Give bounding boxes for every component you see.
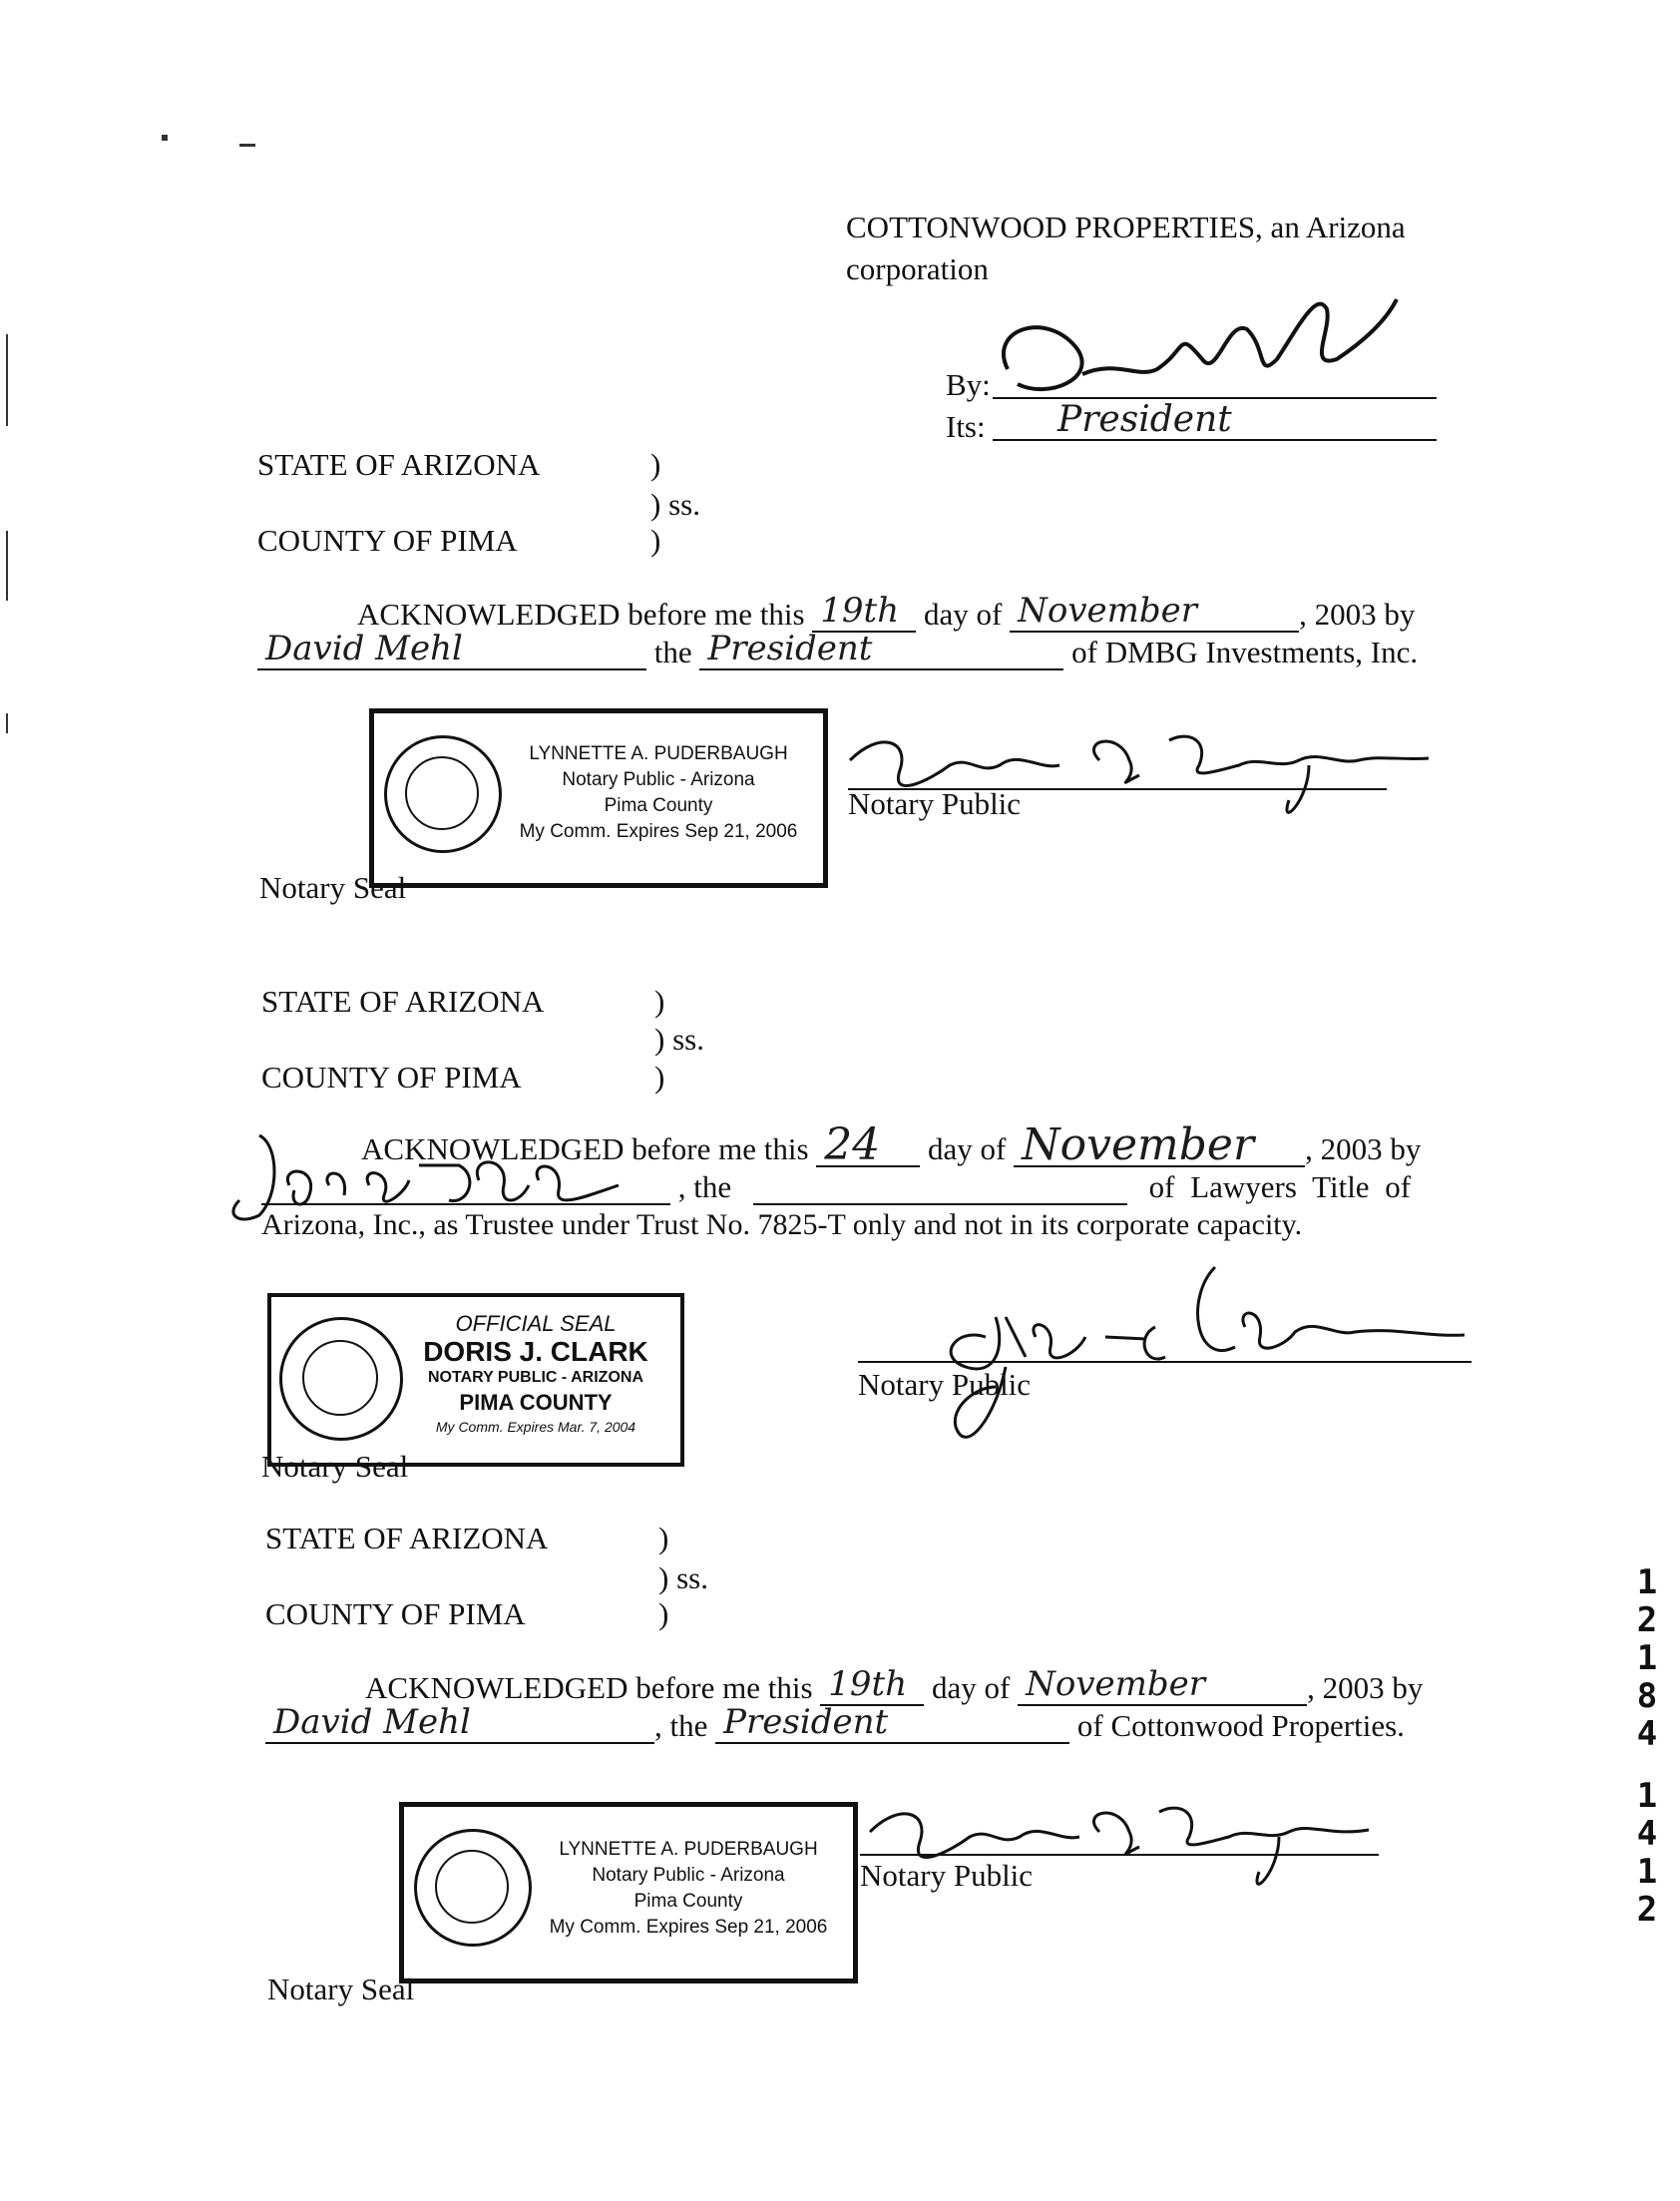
its-label: Its: [946, 409, 986, 444]
notary-signature-line [858, 1361, 1471, 1363]
stamp-line5: My Comm. Expires Mar. 7, 2004 [435, 1419, 636, 1435]
paren: ) [650, 447, 661, 482]
stamp-line2: Notary Public - Arizona [592, 1865, 785, 1886]
name-field [261, 1169, 670, 1205]
name-field [257, 629, 646, 670]
ack-line-2 [257, 629, 1419, 670]
county-label: COUNTY OF PIMA [261, 1060, 522, 1095]
notary-public-label: Notary Public [848, 786, 1022, 821]
state-seal-icon [414, 1829, 532, 1947]
stamp-line2: DORIS J. CLARK [423, 1336, 648, 1367]
notary-stamp [369, 708, 828, 888]
ss-label: ) ss. [658, 1560, 708, 1595]
day-field [820, 1664, 924, 1706]
recording-digit: 4 [1636, 1814, 1658, 1854]
by-label: By: [946, 367, 991, 402]
ss-label: ) ss. [654, 1022, 704, 1057]
paren: ) [654, 984, 665, 1019]
scan-mark [162, 135, 168, 141]
recording-digit: 8 [1636, 1676, 1658, 1716]
ack-line-2 [261, 1169, 1411, 1205]
title-field [699, 629, 1063, 670]
title-field [753, 1169, 1127, 1205]
stamp-line2: Notary Public - Arizona [562, 769, 755, 790]
ack-line-2 [265, 1702, 1405, 1744]
paren: ) [658, 1596, 669, 1631]
county-label: COUNTY OF PIMA [265, 1596, 526, 1631]
month-value: November [1022, 1119, 1254, 1170]
day-field [812, 591, 916, 633]
stamp-name: LYNNETTE A. PUDERBAUGH [529, 743, 788, 764]
state-label: STATE OF ARIZONA [265, 1521, 549, 1555]
day-value: 19th [828, 1664, 908, 1704]
ss-label: ) ss. [650, 487, 700, 522]
scan-mark [6, 713, 8, 733]
day-of-text: day of [932, 1670, 1011, 1705]
the-text: the [653, 635, 692, 669]
day-of-text: day of [928, 1131, 1007, 1166]
notary-seal-label: Notary Seal [261, 1449, 409, 1484]
month-value: November [1026, 1664, 1206, 1704]
the-text: , the [677, 1169, 732, 1204]
recording-digit: 1 [1636, 1852, 1658, 1892]
state-seal-icon [384, 735, 502, 853]
day-value: 19th [820, 591, 900, 631]
year-text: , 2003 by [1299, 597, 1416, 632]
notary-signature [856, 1257, 1474, 1457]
scan-mark [6, 334, 8, 426]
paren: ) [658, 1521, 669, 1555]
stamp-name: LYNNETTE A. PUDERBAUGH [559, 1839, 818, 1860]
ack-line-1 [365, 1664, 1424, 1706]
stamp-line3: Pima County [604, 795, 713, 816]
name-value: David Mehl [265, 629, 463, 668]
title-value: President [723, 1702, 889, 1742]
entity-text: of Cottonwood Properties. [1076, 1708, 1405, 1743]
scan-mark [239, 144, 255, 147]
recording-digit: 2 [1636, 1600, 1658, 1640]
title-field [715, 1702, 1069, 1744]
stamp-line3: Pima County [633, 1891, 743, 1912]
notary-seal-label: Notary Seal [267, 1972, 415, 2006]
state-label: STATE OF ARIZONA [261, 984, 545, 1019]
corp-name-line1: COTTONWOOD PROPERTIES, an Arizona [846, 210, 1406, 244]
ack-line-3: Arizona, Inc., as Trustee under Trust No. 7825-T only and not in its corporate capacity. [261, 1208, 1303, 1241]
stamp-line4: My Comm. Expires Sep 21, 2006 [549, 1917, 828, 1938]
title-value: President [707, 629, 873, 668]
recording-digit: 1 [1636, 1638, 1658, 1678]
notary-stamp [399, 1802, 858, 1983]
stamp-line3: NOTARY PUBLIC - ARIZONA [428, 1369, 643, 1386]
recording-digit: 2 [1636, 1890, 1658, 1930]
the-text: , the [654, 1708, 708, 1743]
ack-text: ACKNOWLEDGED before me this [361, 1131, 809, 1166]
recording-digit: 1 [1636, 1562, 1658, 1602]
day-value: 24 [824, 1119, 881, 1170]
recording-digit: 1 [1636, 1776, 1658, 1816]
corp-name-line2: corporation [846, 251, 989, 286]
month-field [1010, 591, 1299, 633]
notary-signature-line [860, 1854, 1379, 1856]
name-field [265, 1702, 654, 1744]
scan-mark [6, 531, 8, 601]
notary-public-label: Notary Public [858, 1367, 1032, 1402]
notary-public-label: Notary Public [860, 1858, 1034, 1893]
year-text: , 2003 by [1305, 1131, 1422, 1166]
stamp-line4: PIMA COUNTY [459, 1390, 613, 1415]
paren: ) [650, 523, 661, 558]
state-seal-icon [279, 1317, 403, 1441]
paren: ) [654, 1060, 665, 1095]
ack-text: ACKNOWLEDGED before me this [365, 1670, 813, 1705]
notary-stamp [267, 1293, 684, 1467]
notary-seal-label: Notary Seal [259, 870, 407, 905]
ack-text: ACKNOWLEDGED before me this [357, 597, 805, 632]
month-value: November [1018, 591, 1198, 631]
county-label: COUNTY OF PIMA [257, 523, 518, 558]
state-label: STATE OF ARIZONA [257, 447, 541, 482]
entity-text: of DMBG Investments, Inc. [1071, 635, 1419, 669]
ack-line-1 [357, 591, 1416, 633]
month-field [1014, 1119, 1305, 1170]
day-of-text: day of [924, 597, 1003, 632]
entity-text: of Lawyers Title of [1148, 1169, 1412, 1204]
year-text: , 2003 by [1307, 1670, 1424, 1705]
stamp-line1: OFFICIAL SEAL [455, 1311, 617, 1336]
recording-digit: 4 [1636, 1714, 1658, 1754]
name-value: David Mehl [273, 1702, 471, 1742]
its-value: President [1057, 399, 1232, 440]
stamp-line4: My Comm. Expires Sep 21, 2006 [519, 821, 798, 842]
day-field [816, 1119, 920, 1170]
month-field [1018, 1664, 1307, 1706]
